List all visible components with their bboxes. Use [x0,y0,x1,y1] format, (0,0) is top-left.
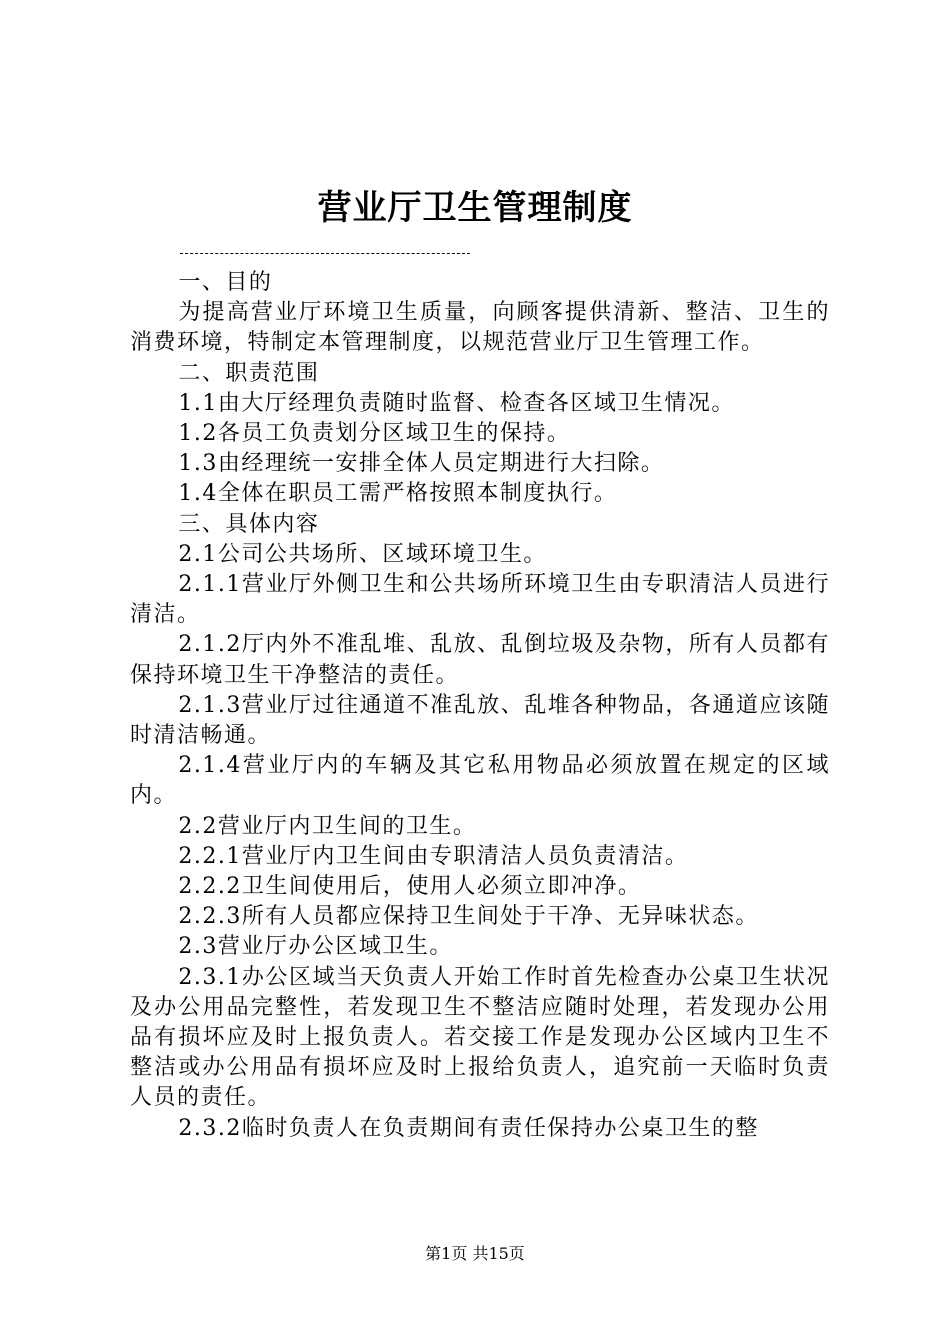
paragraph: 2.1.1营业厅外侧卫生和公共场所环境卫生由专职清洁人员进行清洁。 [130,572,830,628]
paragraph: 2.2.1营业厅内卫生间由专职清洁人员负责清洁。 [178,843,689,869]
paragraph: 2.1.2厅内外不准乱堆、乱放、乱倒垃圾及杂物，所有人员都有保持环境卫生干净整洁的责任。 [130,632,830,688]
paragraph: 2.3.1办公区域当天负责人开始工作时首先检查办公桌卫生状况及办公用品完整性，若发现卫生不整洁应随时处理，若发现办公用品有损坏应及时上报负责人。若交接工作是发现办公区域内卫生不整洁或办公用品有损坏应及时上报给负责人，追究前一天临时负责人员的责任。 [130,964,830,1111]
document-title: 营业厅卫生管理制度 [317,188,633,228]
document-body [130,268,830,1144]
paragraph: 2.3.2临时负责人在负责期间有责任保持办公桌卫生的整 [178,1115,759,1141]
paragraph: 为提高营业厅环境卫生质量，向顾客提供清新、整洁、卫生的消费环境，特制定本管理制度，以规范营业厅卫生管理工作。 [130,300,830,356]
paragraph: 2.2营业厅内卫生间的卫生。 [178,813,477,839]
section-heading: 三、具体内容 [178,511,320,537]
paragraph: 2.2.2卫生间使用后，使用人必须立即冲净。 [178,874,642,900]
section-heading: 一、目的 [178,270,273,295]
title-divider [180,253,470,254]
paragraph: 2.2.3所有人员都应保持卫生间处于干净、无异味状态。 [178,904,759,930]
paragraph: 1.2各员工负责划分区域卫生的保持。 [178,421,571,447]
page-footer: 第1页 共15页 [425,1244,525,1263]
paragraph: 1.3由经理统一安排全体人员定期进行大扫除。 [178,451,665,477]
paragraph: 2.3营业厅办公区域卫生。 [178,934,453,960]
paragraph: 2.1.3营业厅过往通道不准乱放、乱堆各种物品，各通道应该随时清洁畅通。 [130,692,830,749]
paragraph: 2.1.4营业厅内的车辆及其它私用物品必须放置在规定的区域内。 [130,753,830,809]
paragraph: 1.4全体在职员工需严格按照本制度执行。 [178,481,618,507]
paragraph: 2.1公司公共场所、区域环境卫生。 [178,541,547,567]
paragraph: 1.1由大厅经理负责随时监督、检查各区域卫生情况。 [178,390,735,416]
section-heading: 二、职责范围 [178,360,320,386]
